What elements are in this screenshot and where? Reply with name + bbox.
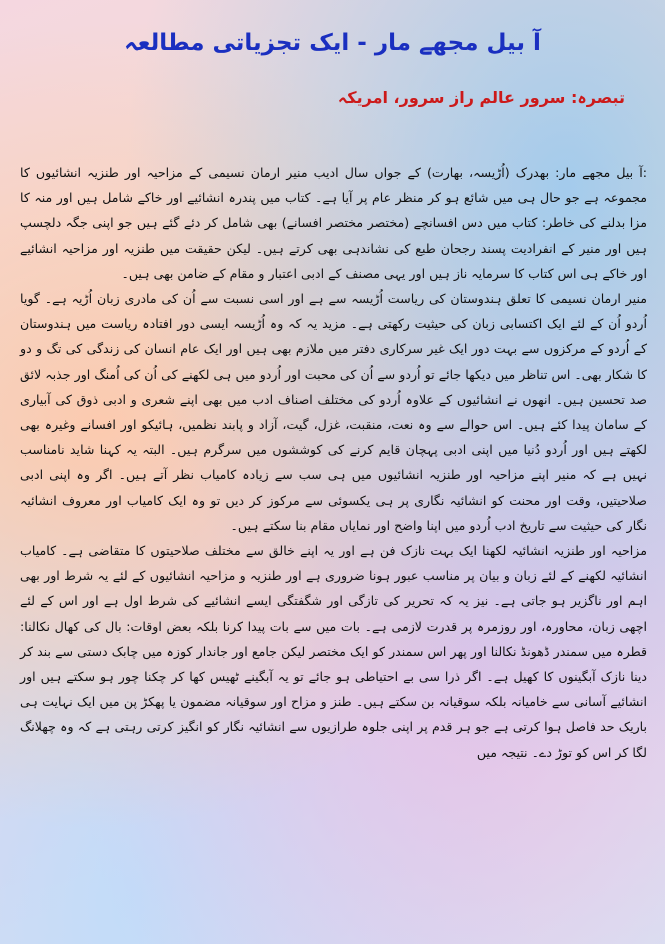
article-body	[20, 160, 647, 765]
article-byline: تبصرہ: سرور عالم راز سرور، امریکہ	[337, 88, 625, 107]
article-title: آ بیل مجھے مار - ایک تجزیاتی مطالعہ	[124, 30, 541, 56]
paragraph: منیر ارمان نسیمی کا تعلق ہندوستان کی ریاست اُڑیسہ سے ہے اور اسی نسبت سے اُن کی مادری زبان اُڑیہ ہے۔ گویا اُردو اُن کے لئے ایک اکتسابی زبان کی حیثیت رکھتی ہے۔ مزید یہ کہ وہ اُڑیسہ ایسی دور افتادہ ریاست میں ہندوستان کے اُردو کے مرکزوں سے بہت دور ایک غیر سرکاری دفتر میں ملازم بھی ہیں اور ایک عام انسان کی زندگی کی تگ و دو کا شکار بھی۔ اس تناظر میں دیکھا جائے تو اُردو سے اُن کی محبت اور اُردو میں ہی لکھنے کی اُن کی اُمنگ اور جذبہ لائق صد تحسین ہیں۔ انھوں نے انشائیوں کے علاوہ اُردو کی مختلف اصناف ادب میں بھی اپنے شعری و ادبی ذوق کی آبیاری کے سامان پیدا کئے ہیں۔ اس حوالے سے وہ نعت، منقبت، غزل، گیت، آزاد و پابند نظمیں، ہائیکو اور افسانے وغیرہ بھی لکھتے ہیں اور اُردو دُنیا میں اپنی ادبی پہچان قایم کرنے کی کوششوں میں سرگرم ہیں۔ البتہ یہ کہنا شاید نامناسب نہیں ہے کہ منیر اپنے مزاحیہ اور طنزیہ انشائیوں میں ہی سب سے زیادہ کامیاب نظر آتے ہیں۔ اگر وہ اپنی ادبی صلاحیتیں، وقت اور محنت کو انشائیہ نگاری پر ہی یکسوئی سے مرکوز کر دیں تو وہ ایک کامیاب اور معروف انشائیہ نگار کی حیثیت سے تاریخ ادب اُردو میں اپنا واضح اور نمایاں مقام بنا سکتے ہیں۔	[20, 291, 647, 533]
paragraph: :آ بیل مجھے مار: بھدرک (اُڑیسہ، بھارت) کے جواں سال ادیب منیر ارمان نسیمی کے مزاحیہ اور طنزیہ انشائیوں کا مجموعہ ہے جو حال ہی میں شائع ہو کر منظر عام پر آیا ہے۔ کتاب میں پندرہ انشائیے اور خاکے شامل ہیں اور منہ کا مزا بدلنے کی خاطر: کتاب میں دس افسانچے (مختصر مختصر افسانے) بھی شامل کر دئے گئے ہیں جو اپنی جگہ دلچسپ ہیں اور منیر کے انفرادیت پسند رجحان طبع کی نشاندہی بھی کرتے ہیں۔ لیکن حقیقت میں طنزیہ اور مزاحیہ انشائیے اور خاکے ہی اس کتاب کا سرمایہ ناز ہیں اور یہی مصنف کے ادبی اعتبار و مقام کے ضامن بھی ہیں۔	[20, 165, 647, 281]
paragraph: مزاحیہ اور طنزیہ انشائیہ لکھنا ایک بہت نازک فن ہے اور یہ اپنے خالق سے مختلف صلاحیتوں کا متقاضی ہے۔ کامیاب انشائیہ لکھنے کے لئے زبان و بیان پر مناسب عبور ہونا ضروری ہے اور طنزیہ و مزاحیہ انشائیوں کے لئے یہ شرط اور بھی اہم اور ناگزیر ہو جاتی ہے۔ نیز یہ کہ تحریر کی تازگی اور شگفتگی ایسے انشائیے کی شرط اول ہے اور اس کے لئے اچھی زبان، محاورہ، اور روزمرہ پر قدرت لازمی ہے۔ بات میں سے بات پیدا کرنا بلکہ بعض اوقات: بال کی کھال نکالنا: قطرہ میں سمندر ڈھونڈ نکالنا اور پھر اس سمندر کو ایک مختصر لیکن جامع اور جاندار کوزہ میں چابک دستی سے بند کر دینا نازک آبگینوں کا کھیل ہے۔ اگر ذرا سی بے احتیاطی ہو جائے تو یہ آبگینے ٹھیس کھا کر چکنا چور ہو سکتے ہیں اور انشائیے آسانی سے خامیانہ بلکہ سوقیانہ بن سکتے ہیں۔ طنز و مزاح اور سوقیانہ مضمون یا پھکڑ پن میں ایک نہایت ہی باریک حد فاصل ہوا کرتی ہے جو ہر قدم پر اپنی جلوہ طرازیوں سے انشائیہ نگار کو انگیز کرتی رہتی ہے کہ وہ چھلانگ لگا کر اس کو توڑ دے۔ نتیجہ میں	[20, 543, 647, 760]
